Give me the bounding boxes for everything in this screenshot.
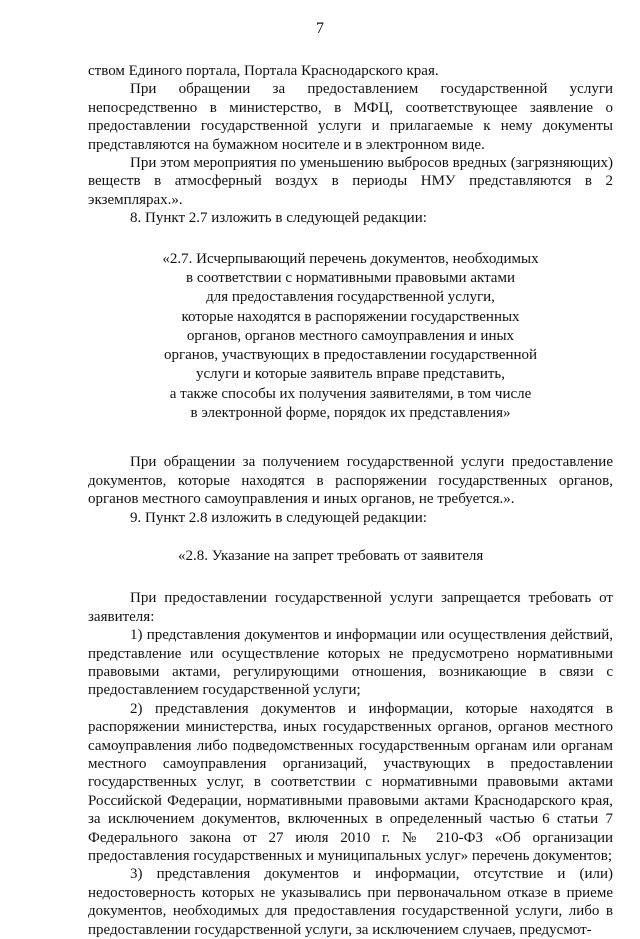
paragraph-item-8: 8. Пункт 2.7 изложить в следующей редакции: bbox=[130, 210, 427, 227]
section-title-line: для предоставления государственной услуги, bbox=[206, 289, 495, 306]
paragraph-application-submission: При обращении за предоставлением государственной услуги непосредственно в министерство, в МФЦ, соответствующее заявление о предоставлении государственной услуги и прилагаемые к нему документы представляются на бумажном носителе и в электронном виде. bbox=[88, 81, 613, 153]
section-title-line: органов, участвующих в предоставлении государственной bbox=[163, 347, 538, 364]
section-title-line: услуги и которые заявитель вправе представить, bbox=[195, 366, 505, 383]
section-title-line: «2.7. Исчерпывающий перечень документов, необходимых bbox=[162, 250, 539, 267]
paragraph-item-9: 9. Пункт 2.8 изложить в следующей редакции: bbox=[130, 509, 427, 526]
section-2-7-title bbox=[108, 250, 593, 424]
section-2-8-title: «2.8. Указание на запрет требовать от заявителя bbox=[178, 547, 484, 564]
section-title-line: которые находятся в распоряжении государственных bbox=[181, 308, 520, 325]
page-number: 7 bbox=[316, 20, 324, 37]
section-title-line: а также способы их получения заявителями, в том числе bbox=[169, 385, 532, 402]
list-item-1: 1) представления документов и информации или осуществления действий, представление или осуществление которых не предусмотрено нормативными правовыми актами, регулирующими отношения, возникающие в связи с предоставлением государственной услуги; bbox=[88, 627, 613, 699]
paragraph-documents-not-required: При обращении за получением государственной услуги предоставление документов, которые находятся в распоряжении государственных органов, органов местного самоуправления и иных органов, не требуется.». bbox=[88, 454, 613, 508]
section-title-line: органов, органов местного самоуправления и иных bbox=[186, 327, 515, 344]
list-item-2: 2) представления документов и информации, которые находятся в распоряжении министерства, иных государственных органов, органов местного самоуправления либо подведомственных государственным органам или органам местного самоуправления организаций, участвующих в предоставлении государственных услуг, в соответствии с нормативными правовыми актами Российской Федерации, нормативными правовыми актами Краснодарского края, за исключением документов, включенных в определенный частью 6 статьи 7 Федерального закона от 27 июля 2010 г. № 210-ФЗ «Об организации предоставления государственных и муниципальных услуг» перечень документов; bbox=[88, 700, 613, 865]
paragraph-continuation: ством Единого портала, Портала Краснодарского края. bbox=[88, 63, 439, 79]
document-body bbox=[88, 62, 613, 939]
list-item-3: 3) представления документов и информации, отсутствие и (или) недостоверность которых не указывались при первоначальном отказе в приеме документов, необходимых для предоставления государственной услуги, либо в предоставлении государственной услуги, за исключением случаев, предусмот- bbox=[88, 866, 613, 938]
paragraph-emission-measures: При этом мероприятия по уменьшению выбросов вредных (загрязняющих) веществ в атмосферный воздух в периоды НМУ представляются в 2 экземплярах.». bbox=[88, 155, 613, 208]
section-title-line: в соответствии с нормативными правовыми актами bbox=[185, 269, 515, 286]
section-title-line: в электронной форме, порядок их представления» bbox=[190, 405, 511, 422]
paragraph-prohibition-intro: При предоставлении государственной услуги запрещается требовать от заявителя: bbox=[88, 590, 613, 625]
